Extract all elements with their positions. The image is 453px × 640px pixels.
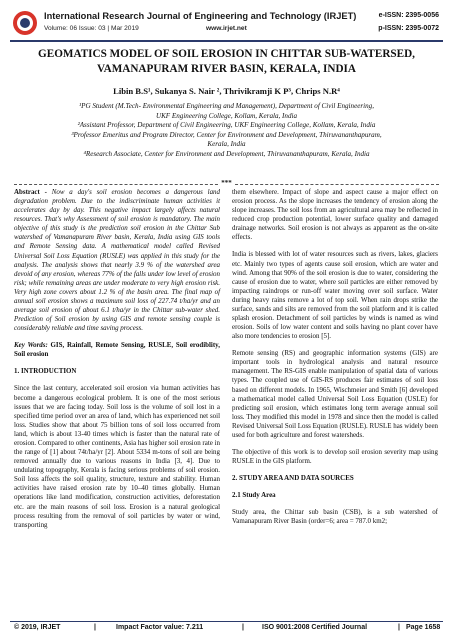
abstract-text: Now a day's soil erosion becomes a dangerous land degradation problem. Due to the indiscriminate human activities it accelerates day by day. This negative impact largely affects natural resources. That's why Assessment of soil erosion is mandatory. The main objective of this study is the prediction soil erosion in the Chittar Sub watershed of Vamanapuram River basin, Kerala, India using GIS tools and Remote Sensing data. A mathematical model called Revised Universal Soil Loss Equation (RUSLE) was applied in this study for the analysis. The analysis shows that nearly 3.9 % of the watershed area devoid of any erosion, whereas 77% of the falls under low level of erosion risk; while remaining areas are under moderate to very high erosion risk. Very high zone covers about 1.2 % of the basin area. The final map of annual soil erosion shows a maximum soil loss of 227.74 t/ha/yr and an average soil erosion of about 6.1 t/ha/yr in the Chittar sub-water shed. Prediction of Soil erosion by using GIS and remote sensing couple is considerably reliable and time saving process. <box>14 188 220 333</box>
left-column <box>14 188 220 538</box>
journal-name: International Research Journal of Engineering and Technology (IRJET) <box>44 11 357 21</box>
journal-url[interactable]: www.irjet.net <box>206 25 247 32</box>
footer-separator: | <box>398 624 400 631</box>
affiliation-line: ³Professor Emeritus and Program Director, Center for Environment and Development, Thiruvananthapuram, <box>71 130 382 139</box>
affiliation-line: ¹PG Student (M.Tech- Environmental Engineering and Management), Department of Civil Engineering, <box>79 102 374 110</box>
author-list: Libin B.S¹, Sukanya S. Nair ², Thrivikramji K P³, Chrips N.R⁴ <box>113 86 340 96</box>
subsection-heading: 2.1 Study Area <box>232 491 276 500</box>
introduction-heading: 1. INTRODUCTION <box>14 367 77 376</box>
introduction-text: Since the last century, accelerated soil erosion via human activities has become a dangerous ecological problem. It is one of the most serious issues that we are facing today. Soil loss is the volume of soil lost in a specified time period over an area of land, which has experienced net soil loss. Studies show that about 75 billion tons of soil loss occurred from land, which is about 13-40 times which is faster than the natural rate of erosion. Compared to other continents, Asia has higher soil erosion rate in the range of [1] about 74t/ha/yr [2]. About 5334 m-tons of soil are being removed annually due to various reasons in India [3, 4]. Due to undulating topography, Kerala is facing serious problems of soil erosion. Soil loss affects the soil quality, structure, texture and stability. Human activities have raised erosion rate by 10–40 times globally. Human operations like land modification, construction activities, deforestation etc. are the main reasons of soil loss. Erosion is a natural geological process resulting from the removal of soil particles by water or wind, transporting <box>14 384 220 529</box>
separator-stars: *** <box>221 179 232 187</box>
abstract-label: Abstract - <box>14 188 47 196</box>
p-issn: p-ISSN: 2395-0072 <box>378 25 439 32</box>
affiliations <box>14 102 439 160</box>
paragraph: them elsewhere. Impact of slope and aspect cause a major effect on erosion process. As the slope increases the tendency of erosion along the slope increases. The soil loss from an agricultural area may be reflected in reduced crop production potential, lower surface quality and damaged drainage networks. Soil erosion is not always as apparent as the on-site effects. <box>232 188 438 242</box>
footer-copyright: © 2019, IRJET <box>14 624 61 631</box>
footer-separator: | <box>94 624 96 631</box>
journal-header <box>10 8 443 38</box>
paragraph: India is blessed with lot of water resources such as rivers, lakes, glaciers etc. Mainly two types of agents cause soil erosion, which are water and wind. Among that 90% of the soil erosion is due to water, considering the cause of erosion due to water, where soil particles are either removed by impacting raindrops or run-off water moving over soil surface. Water during heavy rains remove a lot of top soil. When rain drops strike the surface, sands and silts are removed from the soil platform and it is called splash erosion. Detachment of soil particles by winds is named as wind erosion. Soils of low water content and soils having no plant cover have also more tendencies to erosion [5]. <box>232 250 438 341</box>
abstract <box>14 188 220 333</box>
paragraph: Study area, the Chittar sub basin (CSB), is a sub watershed of Vamanapuram River Basin (order=6; area = 787.0 km2; <box>232 508 438 526</box>
affiliation-line: UKF Engineering College, Kollam, Kerala, India <box>155 111 298 120</box>
paragraph: The objective of this work is to develop soil erosion severity map using RUSLE in the GIS platform. <box>232 448 438 466</box>
keywords <box>14 341 220 359</box>
affiliation-line: Kerala, India <box>207 140 246 149</box>
footer-separator: | <box>242 624 244 631</box>
title-line-1: GEOMATICS MODEL OF SOIL EROSION IN CHITTAR SUB-WATERSED, <box>38 48 415 60</box>
title-line-2: VAMANAPURAM RIVER BASIN, KERALA, INDIA <box>97 62 356 75</box>
section-separator <box>14 180 439 188</box>
right-column <box>232 188 438 535</box>
paper-title <box>14 47 439 76</box>
header-divider <box>10 40 443 42</box>
affiliation-line: ⁴Research Associate, Center for Environment and Development, Thiruvananthapuram, Kerala, India <box>83 149 370 158</box>
keywords-label: Key Words: <box>14 341 48 350</box>
affiliation-line: ²Assistant Professor, Department of Civil Engineering, UKF Engineering College, Kollam, Kerala, India <box>77 121 376 130</box>
footer-iso: ISO 9001:2008 Certified Journal <box>262 624 368 631</box>
study-area-heading: 2. STUDY AREA AND DATA SOURCES <box>232 474 354 483</box>
keywords-text: GIS, Rainfall, Remote Sensing, RUSLE, Soil erodiblity, Soil erosion <box>14 341 220 359</box>
e-issn: e-ISSN: 2395-0056 <box>378 12 439 19</box>
paragraph: Remote sensing (RS) and geographic information systems (GIS) are important tools in hydrological analysis and natural resource management. The RS-GIS enable manipulation of spatial data of various types. The coupled use of GIS-RS produces fair estimates of soil loss based on different models. In 1965, Wischmeier and Smith [6] developed a mathematical model called Universal Soil Loss Equation (USLE) for predicting soil erosion, which estimates long term average annual soil loss. They modified this model in 1978 and since then the model is called Revised Universal Soil Loss Equation (RUSLE). RUSLE has widely been used for both agriculture and forest watersheds. <box>232 349 438 439</box>
volume-issue: Volume: 06 Issue: 03 | Mar 2019 <box>44 25 139 32</box>
footer-divider <box>10 621 443 622</box>
footer-page-number: Page 1658 <box>406 624 441 631</box>
footer-impact-factor: Impact Factor value: 7.211 <box>116 624 204 631</box>
irjet-logo-icon <box>12 10 38 36</box>
